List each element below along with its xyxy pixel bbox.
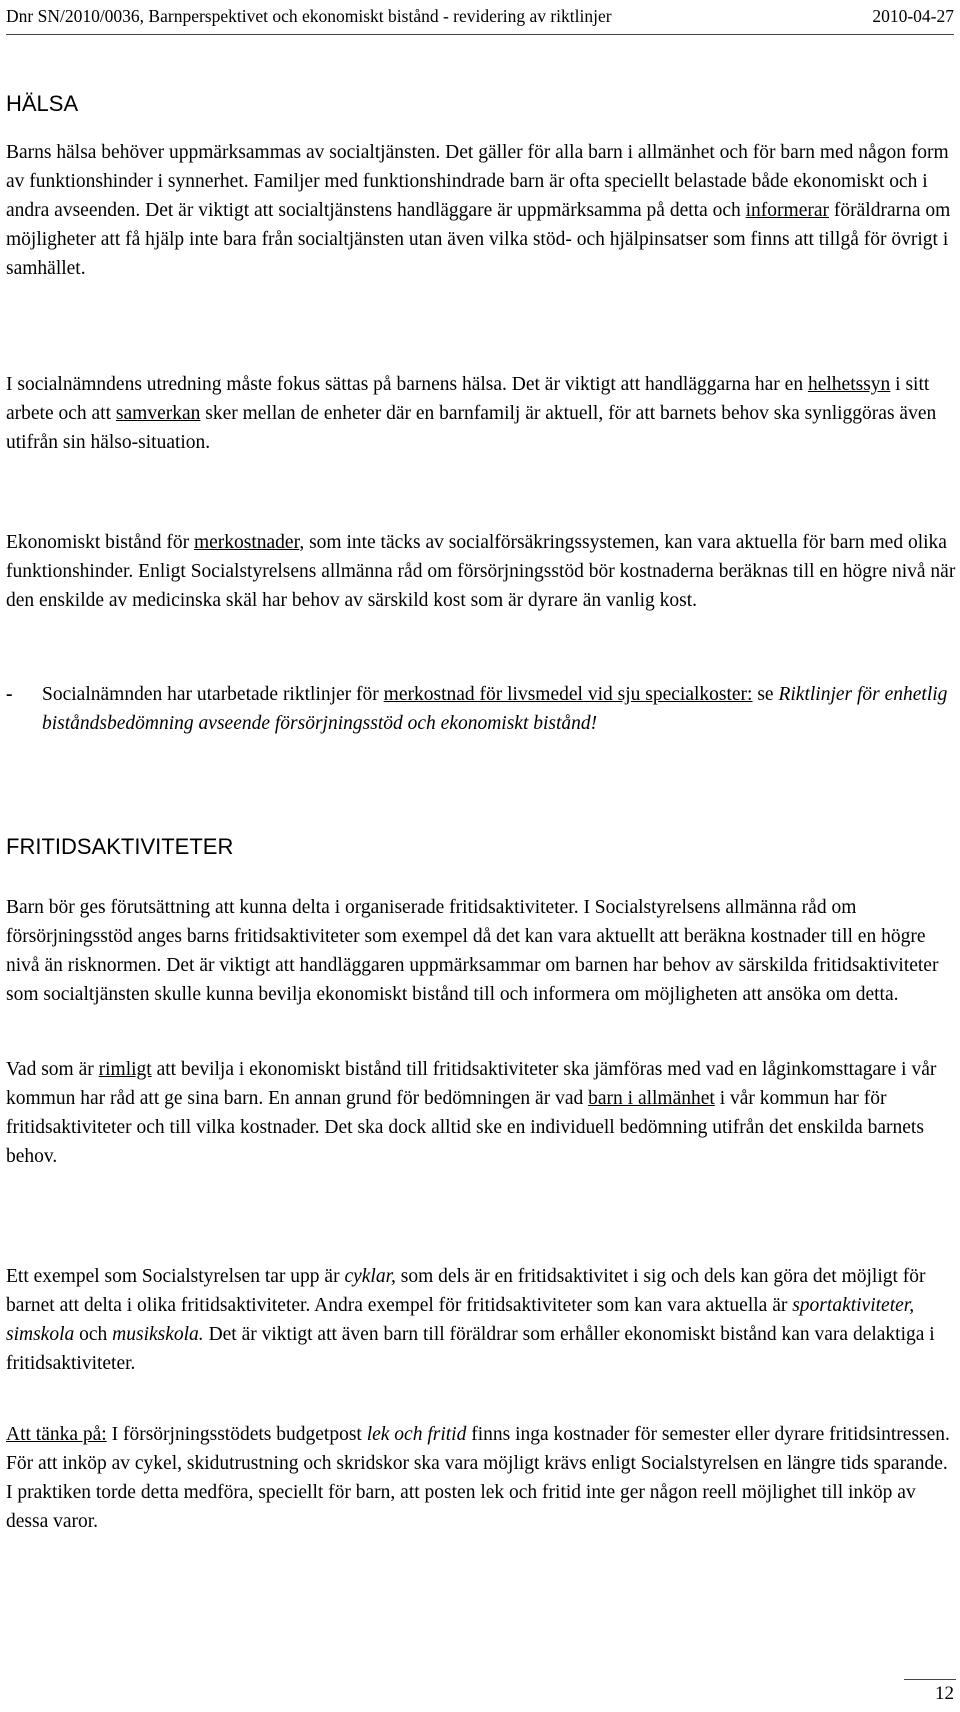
underlined-term: Att tänka på: (6, 1424, 107, 1445)
halsa-paragraph-1 (6, 138, 956, 283)
fritid-paragraph-2 (6, 1055, 956, 1171)
italic-reference: Riktlinjer för enhetlig biståndsbedömning avseende försörjningsstöd och ekonomiskt bistånd! (42, 684, 948, 734)
text-run: Barns hälsa behöver uppmärksammas av socialtjänsten. Det gäller för alla barn i allmänhet och för barn med någon form av funktionshinder i synnerhet. Familjer med funktionshindrade barn är ofta speciellt belastade både ekonomiskt och i andra avseenden. Det är viktigt att socialtjänstens handläggare är uppmärksamma på detta och (6, 142, 949, 221)
text-run: som dels är en fritidsaktivitet i sig och dels kan göra det möjligt för barnet att delta i olika fritidsaktiviteter. Andra exempel för fritidsaktiviteter som kan vara aktuella är (6, 1266, 926, 1316)
text-run: i sitt arbete och att (6, 374, 930, 424)
header-date: 2010-04-27 (872, 6, 954, 26)
header-reference: Dnr SN/2010/0036, Barnperspektivet och ekonomiskt bistånd - revidering av riktlinjer (6, 6, 612, 26)
text-run: I försörjningsstödets budgetpost (106, 1424, 367, 1445)
text-run: finns inga kostnader för semester eller dyrare fritidsintressen. För att inköp av cykel, skidutrustning och skridskor ska vara möjligt krävs enligt Socialstyrelsen en längre tids sparande. I praktiken torde detta medföra, speciellt för barn, att posten lek och fritid inte ger någon reell möjlighet till inköp av dessa varor. (6, 1424, 950, 1532)
bullet-dash: - (6, 684, 13, 705)
fritid-paragraph-4 (6, 1420, 956, 1536)
fritid-paragraph-1: Barn bör ges förutsättning att kunna delta i organiserade fritidsaktiviteter. I Socialstyrelsens allmänna råd om försörjningsstöd anges barns fritidsaktiviteter som exempel då det kan vara aktuellt att beräkna kostnader till en högre nivå än risknormen. Det är viktigt att handläggaren uppmärksammar om barnen har behov av särskilda fritidsaktiviteter som socialtjänsten skulle kunna bevilja ekonomiskt bistånd till och informera om möjligheten att ansöka om detta. (6, 897, 939, 1005)
header-divider (6, 34, 954, 35)
underlined-term: samverkan (115, 403, 201, 424)
text-run: Det är viktigt att även barn till föräldrar som erhåller ekonomiskt bistånd kan vara delaktiga i fritidsaktiviteter. (6, 1324, 935, 1374)
text-run: att bevilja i ekonomiskt bistånd till fritidsaktiviteter ska jämföras med vad en låginkomsttagare i vår kommun har råd att ge sina barn. En annan grund för bedömningen är vad (6, 1059, 937, 1109)
underlined-term: informerar (745, 200, 830, 221)
section-heading-halsa: HÄLSA (6, 91, 79, 116)
halsa-paragraph-2 (6, 370, 956, 457)
section-heading-fritidsaktiviteter: FRITIDSAKTIVITETER (6, 834, 234, 859)
text-run: Vad som är (6, 1059, 99, 1080)
text-run: I socialnämndens utredning måste fokus sättas på barnens hälsa. Det är viktigt att handläggarna har en (6, 374, 808, 395)
fritid-paragraph-3 (6, 1262, 956, 1378)
page-header (6, 6, 954, 27)
halsa-paragraph-3 (6, 528, 956, 615)
text-run: se (752, 684, 779, 705)
underlined-term: merkostnad för livsmedel vid sju specialkoster: (383, 684, 753, 705)
underlined-term: barn i allmänhet (588, 1088, 715, 1109)
underlined-term: helhetssyn (807, 374, 891, 395)
text-run: sker mellan de enheter där en barnfamilj är aktuell, för att barnets behov ska synliggöras även utifrån sin hälso-situation. (6, 403, 937, 453)
text-run: Ekonomiskt bistånd för (6, 532, 194, 553)
text-run: och (74, 1324, 113, 1345)
underlined-term: merkostnader (193, 532, 300, 553)
italic-term: cyklar, (344, 1266, 396, 1287)
italic-term: sportaktiviteter, simskola (6, 1295, 915, 1345)
footer-divider (904, 1679, 956, 1680)
italic-term: lek och fritid (366, 1424, 467, 1445)
underlined-term: rimligt (98, 1059, 152, 1080)
text-run: föräldrarna om möjligheter att få hjälp inte bara från socialtjänsten utan även vilka stöd- och hjälpinsatser som finns att tillgå för övrigt i samhället. (6, 200, 951, 279)
halsa-bullet-item (6, 680, 956, 738)
text-run: , som inte täcks av socialförsäkringssystemen, kan vara aktuella för barn med olika funktionshinder. Enligt Socialstyrelsens allmänna råd om försörjningsstöd bör kostnaderna beräknas till en högre nivå när den enskilde av medicinska skäl har behov av särskild kost som är dyrare än vanlig kost. (6, 532, 956, 611)
page-number: 12 (935, 1683, 954, 1704)
italic-term: musikskola. (112, 1324, 204, 1345)
text-run: Socialnämnden har utarbetade riktlinjer för (42, 684, 384, 705)
bullet-text (42, 680, 956, 738)
text-run: i vår kommun har för fritidsaktiviteter och till vilka kostnader. Det ska dock alltid ske en individuell bedömning utifrån det enskilda barnets behov. (6, 1088, 924, 1167)
text-run: Ett exempel som Socialstyrelsen tar upp är (6, 1266, 345, 1287)
